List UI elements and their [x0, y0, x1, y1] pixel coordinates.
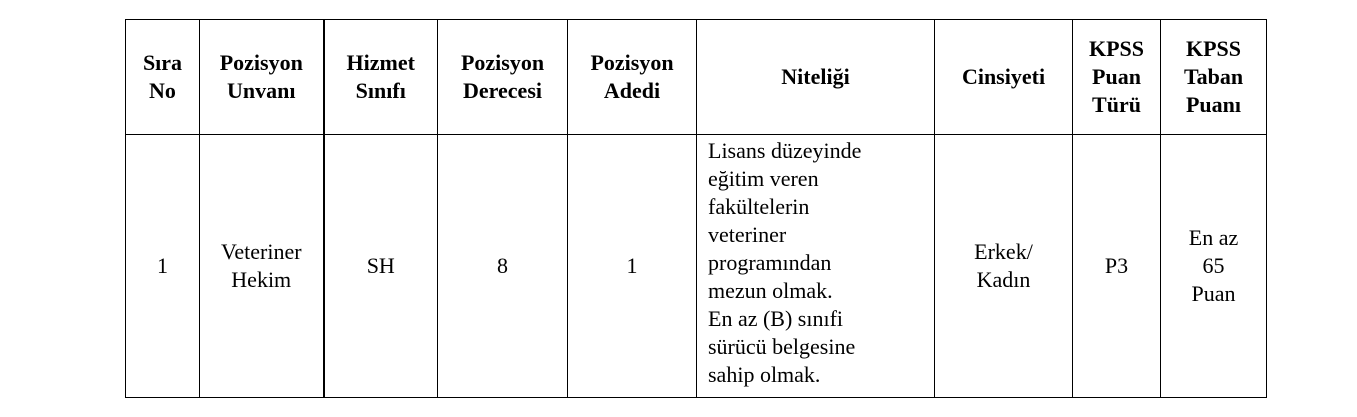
- cell-kpss-taban-puani: En az 65 Puan: [1161, 135, 1267, 398]
- cell-cinsiyeti: Erkek/ Kadın: [935, 135, 1073, 398]
- header-pozisyon-unvani: Pozisyon Unvanı: [200, 20, 324, 135]
- header-pozisyon-adedi: Pozisyon Adedi: [568, 20, 697, 135]
- positions-table: [125, 19, 1267, 398]
- header-sira-no: Sıra No: [126, 20, 200, 135]
- cell-pozisyon-adedi: 1: [568, 135, 697, 398]
- header-niteligi: Niteliği: [697, 20, 935, 135]
- header-kpss-puan-turu: KPSS Puan Türü: [1073, 20, 1161, 135]
- header-kpss-taban-puani: KPSS Taban Puanı: [1161, 20, 1267, 135]
- cell-niteligi: Lisans düzeyinde eğitim veren fakültelerin veteriner programından mezun olmak. En az (B) sınıfi sürücü belgesine sahip olmak.: [697, 135, 935, 398]
- header-pozisyon-derecesi: Pozisyon Derecesi: [438, 20, 568, 135]
- cell-pozisyon-unvani: Veteriner Hekim: [200, 135, 324, 398]
- header-hizmet-sinifi: Hizmet Sınıfı: [324, 20, 438, 135]
- cell-pozisyon-derecesi: 8: [438, 135, 568, 398]
- header-cinsiyeti: Cinsiyeti: [935, 20, 1073, 135]
- table-row: [126, 135, 1267, 398]
- cell-hizmet-sinifi: SH: [324, 135, 438, 398]
- cell-kpss-puan-turu: P3: [1073, 135, 1161, 398]
- cell-sira-no: 1: [126, 135, 200, 398]
- header-row: [126, 20, 1267, 135]
